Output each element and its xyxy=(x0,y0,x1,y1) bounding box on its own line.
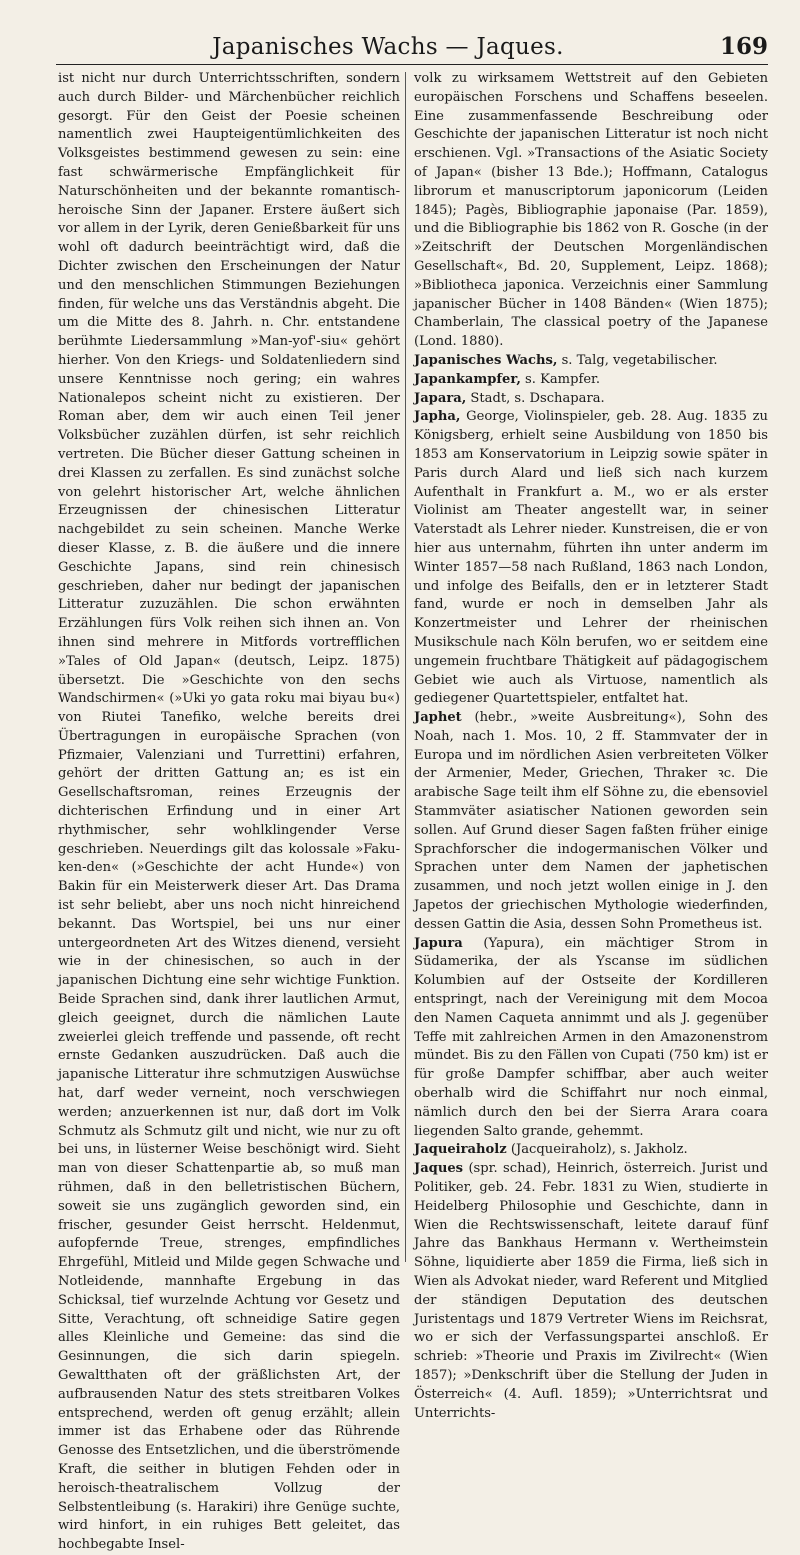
entry-text: (spr. schad), Heinrich, österreich. Jurist und Politiker, geb. 24. Febr. 1831 zu Wien, studierte in Heidelberg Philosophie und Geschichte, dann in Wien die Rechtswissenschaft, leitete darauf fünf Jahre das Bankhaus Hermann v. Wertheimstein Söhne, liquidierte aber 1859 die Firma, ließ sich in Wien als Advokat nieder, ward Referent und Mitglied der ständigen Deputation des deutschen Juristentags und 1879 Vertreter Wiens im Reichsrat, wo er sich der Verfassungspartei anschloß. Er schrieb: »Theorie und Praxis im Zivilrecht« (Wien 1857); »Denkschrift über die Stellung der Juden in Österreich« (4. Aufl. 1859); »Unterrichtsrat und Unterrichts- xyxy=(414,1161,768,1421)
entry-japara xyxy=(414,390,768,409)
headword: Japanisches Wachs, xyxy=(414,352,558,368)
headword: Jaques xyxy=(414,1161,464,1177)
entry-japhet xyxy=(414,709,768,935)
entry-japha xyxy=(414,408,768,709)
page-number: 169 xyxy=(719,33,768,60)
page-header xyxy=(56,26,768,60)
literature-paragraph: ist nicht nur durch Unterrichtsschriften, sondern auch durch Bilder- und Märchenbücher reichlich gesorgt. Für den Geist der Poesie scheinen namentlich zwei Haupteigentümlichkeiten des Volksgeistes bestimmend gewesen zu sein: eine fast schwärmerische Empfänglichkeit für Naturschönheiten und der bekannte romantisch-heroische Sinn der Japaner. Erstere äußert sich vor allem in der Lyrik, deren Genießbarkeit für uns wohl oft dadurch beeinträchtigt wird, daß die Dichter zwischen den Erscheinungen der Natur und den menschlichen Stimmungen Beziehungen finden, für welche uns das Verständnis abgeht. Die um die Mitte des 8. Jahrh. n. Chr. entstandene berühmte Liedersammlung »Man-yof'-siu« gehört hierher. Von den Kriegs- und Soldatenliedern sind unsere Kenntnisse noch gering; ein wahres Nationalepos scheint nicht zu existieren. Der Roman aber, dem wir auch einen Teil jener Volksbücher zuzählen dürfen, ist sehr reichlich vertreten. Die Bücher dieser Gattung scheinen in drei Klassen zu zerfallen. Es sind zunächst solche von gelehrt historischer Art, welche ähnlichen Erzeugnissen der chinesischen Litteratur nachgebildet zu sein scheinen. Manche Werke dieser Klasse, z. B. die äußere und die innere Geschichte Japans, sind rein chinesisch geschrieben, daher nur bedingt der japanischen Litteratur zuzuzählen. Die schon erwähnten Erzählungen fürs Volk reihen sich ihnen an. Von ihnen sind mehrere in Mitfords vortrefflichen »Tales of Old Japan« (deutsch, Leipz. 1875) übersetzt. Die »Geschichte von den sechs Wandschirmen« (»Uki yo gata roku mai biyau bu«) von Riutei Tanefiko, welche bereits drei Übertragungen in europäische Sprachen (von Pfizmaier, Valenziani und Turrettini) erfahren, gehört der dritten Gattung an; es ist ein Gesellschaftsroman, reines Erzeugnis der dichterischen Erfindung und in einer Art rhythmischer, sehr wohlklingender Verse geschrieben. Neuerdings gilt das kolossale »Faku-ken-den« (»Geschichte der acht Hunde«) von Bakin für ein Meisterwerk dieser Art. Das Drama ist sehr beliebt, aber uns noch nicht hinreichend bekannt. Das Wortspiel, bei uns nur einer untergeordneten Art des Witzes dienend, versieht wie in der chinesischen, so auch in der japanischen Dichtung eine sehr wichtige Funktion. Beide Sprachen sind, dank ihrer lautlichen Armut, gleich geeignet, durch die nämlichen Laute zweierlei gleich treffende und passende, oft recht ernste Gedanken auszudrücken. Daß auch die japanische Litteratur ihre schmutzigen Auswüchse hat, darf weder verneint, noch verschwiegen werden; anzuerkennen ist nur, daß dort im Volk Schmutz als Schmutz gilt und nicht, wie nur zu oft bei uns, in lüsterner Weise beschönigt wird. Sieht man von dieser Schattenpartie ab, so muß man rühmen, daß in den belletristischen Büchern, soweit sie uns zugänglich geworden sind, ein frischer, gesunder Geist herrscht. Heldenmut, aufopfernde Treue, strenges, empfindliches Ehrgefühl, Mitleid und Milde gegen Schwache und Notleidende, mannhafte Ergebung in das Schicksal, tief wurzelnde Achtung vor Gesetz und Sitte, Verachtung, oft schneidige Satire gegen alles Kleinliche und Gemeine: das sind die Gesinnungen, die sich darin spiegeln. Gewaltthaten oft der gräßlichsten Art, der aufbrausenden Natur des stets streitbaren Volkes entsprechend, werden oft genug erzählt; allein immer ist das Erhabene oder das Rührende Genosse des Entsetzlichen, und die überströmende Kraft, die seither in blutigen Fehden oder in heroisch-theatralischem Vollzug der Selbstentleibung (s. Harakiri) ihre Genüge suchte, wird hinfort, in ein ruhiges Bett geleitet, das hochbegabte Insel- xyxy=(58,71,400,1553)
left-column xyxy=(58,70,400,1555)
entry-text: George, Violinspieler, geb. 28. Aug. 1835 zu Königsberg, erhielt seine Ausbildung von 1850 bis 1853 am Konservatorium in Leipzig sowie später in Paris durch Alard und ließ sich nach kurzem Aufenthalt in Frankfurt a. M., wo er als erster Violinist am Theater angestellt war, in seiner Vaterstadt als Lehrer nieder. Kunstreisen, die er von hier aus unternahm, führten ihn unter anderm im Winter 1857—58 nach Rußland, 1863 nach London, und infolge des Beifalls, den er in letzterer Stadt fand, wurde er noch in demselben Jahr als Konzertmeister und Lehrer der rheinischen Musikschule nach Köln berufen, wo er seitdem eine ungemein fruchtbare Thätigkeit auf pädagogischem Gebiet wie auch als Virtuose, namentlich als gediegener Quartettspieler, entfaltet hat. xyxy=(414,409,768,707)
right-column xyxy=(414,70,768,1423)
headword: Jaqueiraholz xyxy=(414,1142,507,1158)
headword: Japankampfer, xyxy=(414,371,521,387)
headword: Japha, xyxy=(414,409,461,425)
headword: Japura xyxy=(414,935,463,951)
running-title: Japanisches Wachs — Jaques. xyxy=(212,34,564,60)
header-rule xyxy=(56,64,768,65)
literature-continuation: volk zu wirksamem Wettstreit auf den Gebieten europäischen Forschens und Schaffens beseelen. Eine zusammenfassende Beschreibung oder Geschichte der japanischen Litteratur ist noch nicht erschienen. Vgl. »Transactions of the Asiatic Society of Japan« (bisher 13 Bde.); Hoffmann, Catalogus librorum et manuscriptorum japonicorum (Leiden 1845); Pagès, Bibliographie japonaise (Par. 1859), und die Bibliographie bis 1862 von R. Gosche (in der »Zeitschrift der Deutschen Morgenländischen Gesellschaft«, Bd. 20, Supplement, Leipz. 1868); »Bibliotheca japonica. Verzeichnis einer Sammlung japanischer Bücher in 1408 Bänden« (Wien 1875); Chamberlain, The classical poetry of the Japanese (Lond. 1880). xyxy=(414,71,768,350)
entry-text: Stadt, s. Dschapara. xyxy=(466,390,605,406)
column-divider xyxy=(405,72,406,1262)
entry-text: s. Talg, vegetabilischer. xyxy=(557,352,718,368)
entry-text: (Yapura), ein mächtiger Strom in Südamerika, der als Yscanse im südlichen Kolumbien auf der Ostseite der Kordilleren entspringt, nach der Vereinigung mit dem Mocoa den Namen Caqueta annimmt und als J. gegenüber Teffe mit zahlreichen Armen in den Amazonenstrom mündet. Bis zu den Fällen von Cupati (750 km) ist er für große Dampfer schiffbar, aber auch weiter oberhalb wird die Schiffahrt nur noch einmal, nämlich durch den bei der Sierra Arara coara liegenden Salto grande, gehemmt. xyxy=(414,935,768,1139)
entry-japankampfer xyxy=(414,371,768,390)
entry-japanisches-wachs xyxy=(414,352,768,371)
entry-jaques xyxy=(414,1160,768,1423)
entry-text: s. Kampfer. xyxy=(520,371,601,387)
entry-jaqueiraholz xyxy=(414,1141,768,1160)
entry-japura xyxy=(414,935,768,1142)
headword: Japara, xyxy=(414,390,467,406)
headword: Japhet xyxy=(414,710,462,726)
entry-text: (hebr., »weite Ausbreitung«), Sohn des Noah, nach 1. Mos. 10, 2 ff. Stammvater der in Europa und im nördlichen Asien verbreiteten Völker der Armenier, Meder, Griechen, Thraker ꝛc. Die arabische Sage teilt ihm elf Söhne zu, die ebensoviel Stammväter asiatischer Nationen geworden sein sollen. Auf Grund dieser Sagen faßten früher einige Sprachforscher die indogermanischen Völker und Sprachen unter dem Namen der japhetischen zusammen, und noch jetzt wollen einige in J. den Japetos der griechischen Mythologie wiederfinden, dessen Gattin die Asia, dessen Sohn Prometheus ist. xyxy=(414,710,768,932)
entry-text: (Jacqueiraholz), s. Jakholz. xyxy=(506,1142,688,1158)
